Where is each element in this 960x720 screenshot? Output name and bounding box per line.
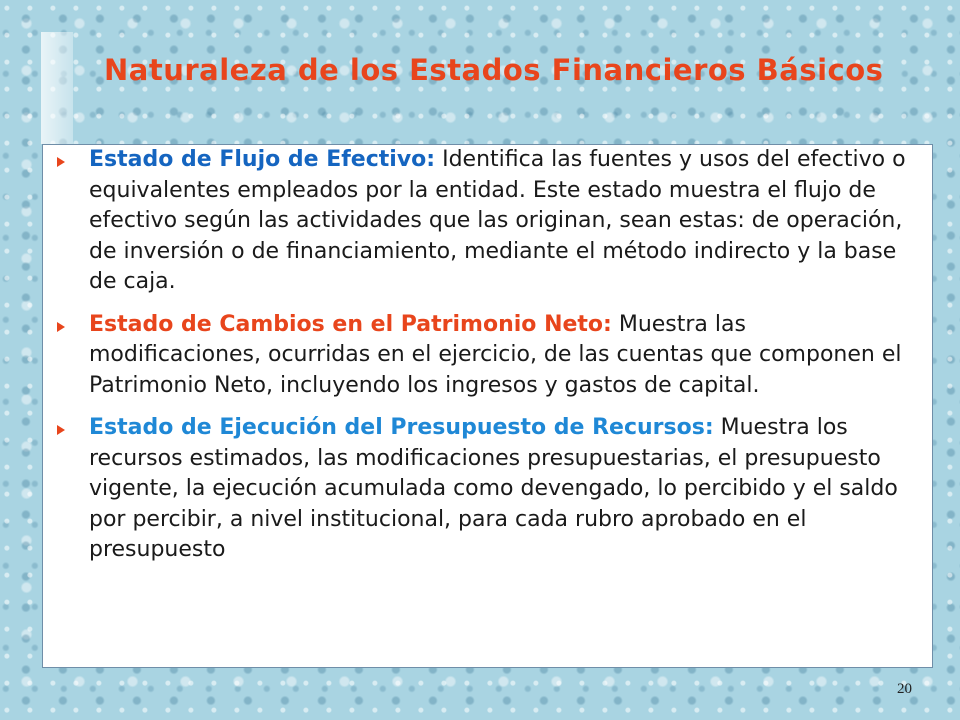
bullet-term: Estado de Cambios en el Patrimonio Neto: [89,311,612,337]
bullet-item-ejecucion-presupuesto [89,413,921,566]
bullet-item-flujo-efectivo [89,145,921,298]
title-accent-bar [41,32,73,144]
arrow-right-icon [57,322,65,332]
bullet-list [89,145,921,566]
bullet-text: Muestra las modificaciones, ocurridas en el ejercicio, de las cuentas que componen el Patrimonio Neto, incluyendo los ingresos y gastos de capital. [89,311,902,398]
bullet-text: Muestra los recursos estimados, las modificaciones presupuestarias, el presupuesto vigente, la ejecución acumulada como devengado, lo percibido y el saldo por percibir, a nivel institucional, para cada rubro aprobado en el presupuesto [89,415,898,562]
content-panel [42,144,933,668]
bullet-term: Estado de Flujo de Efectivo: [89,147,436,172]
page-number: 20 [897,681,912,697]
arrow-right-icon [57,425,65,435]
bullet-term: Estado de Ejecución del Presupuesto de Recursos: [89,415,714,440]
bullet-text: Identifica las fuentes y usos del efectivo o equivalentes empleados por la entidad. Este estado muestra el flujo de efectivo según las actividades que las originan, sean estas: de operación, de inversión o de financiamiento, mediante el método indirecto y la base de caja. [89,147,906,294]
slide-title: Naturaleza de los Estados Financieros Básicos [104,53,884,87]
arrow-right-icon [57,157,65,167]
bullet-item-cambios-patrimonio [89,310,921,402]
